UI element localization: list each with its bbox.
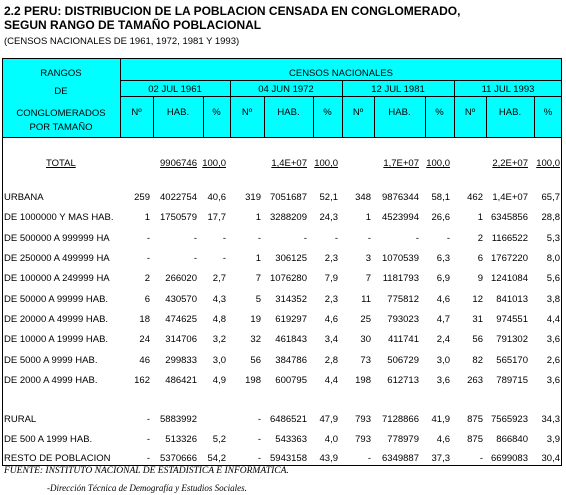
cell-value: 162 (134, 375, 150, 386)
cell-value: 65,7 (541, 192, 560, 203)
table-row (0, 271, 566, 287)
header-n: Nº (352, 107, 364, 118)
cell-value: - (479, 453, 483, 464)
table-header (2, 58, 562, 138)
cell-value: 58,1 (431, 192, 450, 203)
cell-value: - (146, 414, 150, 425)
cell-value: 100,0 (536, 158, 560, 169)
cell-value: 4,6 (324, 314, 338, 325)
cell-value: 37,3 (431, 453, 450, 464)
cell-value: 9906746 (160, 158, 197, 169)
cell-value: 3,0 (212, 355, 226, 366)
cell-value: 2 (144, 273, 150, 284)
cell-value: 2,3 (324, 294, 338, 305)
cell-value: 52,1 (319, 192, 338, 203)
cell-value: 259 (134, 192, 150, 203)
cell-value: 411741 (388, 334, 419, 345)
cell-value: 1 (365, 212, 371, 223)
cell-value: - (193, 233, 197, 244)
cell-value: - (367, 453, 371, 464)
cell-value: 974551 (496, 314, 528, 325)
cell-value: 348 (355, 192, 371, 203)
cell-value: 2,2E+07 (492, 158, 528, 169)
row-label: DE 500000 A 999999 HA (4, 233, 110, 244)
row-label: RESTO DE POBLACION (4, 453, 111, 464)
cell-value: 56 (472, 334, 483, 345)
cell-value: - (146, 253, 150, 264)
cell-value: - (303, 233, 307, 244)
cell-value: 612713 (387, 375, 419, 386)
cell-value: 4,9 (212, 375, 226, 386)
cell-value: 600795 (275, 375, 307, 386)
cell-value: 24,3 (319, 212, 338, 223)
cell-value: 6 (144, 294, 150, 305)
cell-value: 30 (360, 334, 371, 345)
cell-value: 82 (472, 355, 483, 366)
cell-value: 7128866 (382, 414, 419, 425)
cell-value: - (446, 233, 450, 244)
header-pct: % (435, 107, 444, 118)
header-n: Nº (241, 107, 253, 118)
cell-value: 461843 (275, 334, 307, 345)
header-date-1961: 02 JUL 1961 (148, 84, 202, 95)
cell-value: 7051687 (270, 192, 307, 203)
cell-value: 5370666 (160, 453, 197, 464)
header-hab: HAB. (388, 107, 411, 118)
cell-value: 1767220 (491, 253, 528, 264)
header-rangos: RANGOS (40, 68, 82, 79)
cell-value: 46 (139, 355, 150, 366)
cell-value: 1750579 (160, 212, 197, 223)
cell-value: - (222, 233, 226, 244)
cell-value: 1,7E+07 (383, 158, 419, 169)
header-date-1981: 12 JUL 1981 (371, 84, 425, 95)
cell-value: - (146, 453, 150, 464)
cell-value: 1 (477, 212, 483, 223)
cell-value: 4,0 (324, 434, 338, 445)
cell-value: 6,9 (436, 273, 450, 284)
row-label: DE 2000 A 4999 HAB. (4, 375, 98, 386)
cell-value: 30,4 (541, 453, 560, 464)
cell-value: - (334, 233, 338, 244)
cell-value: 4,7 (436, 314, 450, 325)
cell-value: 875 (467, 434, 483, 445)
cell-value: 11 (361, 294, 371, 305)
header-pct: % (543, 107, 553, 118)
header-por-tamano: POR TAMAÑO (29, 122, 93, 133)
row-label: DE 50000 A 99999 HAB. (4, 294, 109, 305)
table-row (0, 231, 566, 247)
cell-value: 314352 (275, 294, 307, 305)
cell-value: 100,0 (314, 158, 338, 169)
cell-value: 3,6 (546, 334, 560, 345)
cell-value: 4022754 (160, 192, 197, 203)
cell-value: 513326 (165, 434, 197, 445)
cell-value: 18 (139, 314, 150, 325)
cell-value: 9 (477, 273, 483, 284)
cell-value: 1 (255, 253, 261, 264)
cell-value: 4,6 (436, 294, 450, 305)
cell-value: 2,8 (324, 355, 338, 366)
cell-value: 5,3 (546, 233, 560, 244)
cell-value: 47,9 (319, 414, 338, 425)
cell-value: 565170 (496, 355, 528, 366)
cell-value: - (146, 233, 150, 244)
cell-value: 3 (365, 253, 371, 264)
cell-value: 4,8 (212, 314, 226, 325)
header-date-1972: 04 JUN 1972 (258, 84, 314, 95)
cell-value: 8,0 (546, 253, 560, 264)
cell-value: 12 (472, 294, 483, 305)
table-row (0, 292, 566, 308)
cell-value: 875 (467, 414, 483, 425)
row-label: DE 10000 A 19999 HAB. (4, 334, 109, 345)
cell-value: 198 (245, 375, 261, 386)
cell-value: 5 (255, 294, 261, 305)
cell-value: 34,3 (541, 414, 560, 425)
cell-value: 3,4 (324, 334, 338, 345)
table-row (0, 190, 566, 206)
header-hab: HAB. (498, 107, 522, 118)
cell-value: 1181793 (382, 273, 419, 284)
row-label: DE 5000 A 9999 HAB. (4, 355, 98, 366)
table-row (0, 251, 566, 267)
cell-value: 791302 (496, 334, 528, 345)
cell-value: 3288209 (270, 212, 307, 223)
cell-value: 41,9 (431, 414, 450, 425)
cell-value: 793 (355, 414, 371, 425)
header-hab: HAB. (166, 107, 190, 118)
cell-value: 1,4E+07 (492, 192, 528, 203)
cell-value: 4523994 (382, 212, 419, 223)
cell-value: 266020 (165, 273, 197, 284)
cell-value: 384786 (275, 355, 307, 366)
cell-value: 5,6 (546, 273, 560, 284)
cell-value: - (146, 434, 150, 445)
cell-value: 3,6 (546, 375, 560, 386)
row-label: DE 20000 A 49999 HAB. (4, 314, 109, 325)
cell-value: 430570 (165, 294, 197, 305)
cell-value: 6349887 (382, 453, 419, 464)
table-row (0, 332, 566, 348)
header-de: DE (54, 86, 68, 97)
cell-value: 31 (472, 314, 483, 325)
cell-value: 793 (355, 434, 371, 445)
cell-value: 19 (250, 314, 261, 325)
cell-value: 56 (250, 355, 261, 366)
cell-value: 1 (255, 212, 261, 223)
row-label: DE 100000 A 249999 HA (4, 273, 110, 284)
cell-value: 6,3 (436, 253, 450, 264)
cell-value: 25 (360, 314, 371, 325)
cell-value: 100,0 (202, 158, 226, 169)
cell-value: 7 (255, 273, 261, 284)
cell-value: 6486521 (270, 414, 307, 425)
row-label: DE 250000 A 499999 HA (4, 253, 110, 264)
cell-value: 866840 (496, 434, 528, 445)
cell-value: 2,4 (436, 334, 450, 345)
cell-value: 54,2 (207, 453, 226, 464)
table-row (0, 412, 566, 428)
cell-value: 5,2 (212, 434, 226, 445)
cell-value: 2,6 (546, 355, 560, 366)
cell-value: 299833 (165, 355, 197, 366)
cell-value: - (257, 414, 261, 425)
cell-value: 4,4 (546, 314, 560, 325)
cell-value: 2 (477, 233, 483, 244)
header-date-1993: 11 JUL 1993 (481, 84, 535, 95)
table-row (0, 210, 566, 226)
cell-value: 306125 (275, 253, 307, 264)
cell-value: 6699083 (491, 453, 528, 464)
cell-value: 619297 (275, 314, 307, 325)
table-row (0, 432, 566, 448)
cell-value: 100,0 (426, 158, 450, 169)
cell-value: 43,9 (319, 453, 338, 464)
footnote-direction: -Dirección Técnica de Demografía y Estudios Sociales. (47, 483, 247, 493)
cell-value: 5943158 (270, 453, 307, 464)
cell-value: 775812 (387, 294, 419, 305)
cell-value: 4,3 (212, 294, 226, 305)
cell-value: 543363 (275, 434, 307, 445)
cell-value: 506729 (387, 355, 419, 366)
cell-value: 3,2 (212, 334, 226, 345)
header-n: Nº (464, 107, 476, 118)
cell-value: - (257, 233, 261, 244)
header-pct: % (212, 107, 221, 118)
row-label: TOTAL (46, 158, 76, 169)
table-row (0, 373, 566, 389)
cell-value: 32 (250, 334, 261, 345)
cell-value: 462 (467, 192, 483, 203)
table-row (0, 312, 566, 328)
cell-value: 3,9 (546, 434, 560, 445)
cell-value: 40,6 (207, 192, 226, 203)
cell-value: 7,9 (324, 273, 338, 284)
cell-value: 6 (477, 253, 483, 264)
cell-value: 3,0 (436, 355, 450, 366)
cell-value: 1166522 (491, 233, 528, 244)
cell-value: 1070539 (382, 253, 419, 264)
cell-value: 486421 (165, 375, 197, 386)
cell-value: 9876344 (382, 192, 419, 203)
cell-value: 778979 (387, 434, 419, 445)
cell-value: - (257, 434, 261, 445)
header-conglomerados: CONGLOMERADOS (16, 108, 106, 119)
cell-value: 1,4E+07 (271, 158, 307, 169)
cell-value: 6345856 (491, 212, 528, 223)
cell-value: 2,7 (212, 273, 226, 284)
cell-value: 73 (360, 355, 371, 366)
cell-value: 7565923 (491, 414, 528, 425)
header-censos-nacionales: CENSOS NACIONALES (289, 68, 393, 79)
cell-value: 789715 (496, 375, 528, 386)
cell-value: 1 (144, 212, 150, 223)
table-title-line1: 2.2 PERU: DISTRIBUCION DE LA POBLACION CENSADA EN CONGLOMERADO, (4, 4, 461, 18)
table-subtitle: (CENSOS NACIONALES DE 1961, 1972, 1981 Y 1993) (4, 36, 240, 47)
cell-value: 1076280 (270, 273, 307, 284)
cell-value: 319 (245, 192, 261, 203)
cell-value: 28,8 (541, 212, 560, 223)
cell-value: 841013 (496, 294, 528, 305)
row-label: DE 1000000 Y MAS HAB. (4, 212, 114, 223)
cell-value: 198 (355, 375, 371, 386)
cell-value: 2,3 (324, 253, 338, 264)
cell-value: 4,6 (436, 434, 450, 445)
cell-value: 7 (365, 273, 371, 284)
row-label: URBANA (4, 192, 44, 203)
cell-value: 4,4 (324, 375, 338, 386)
cell-value: - (222, 253, 226, 264)
cell-value: 17,7 (207, 212, 226, 223)
cell-value: - (367, 233, 371, 244)
header-hab: HAB. (277, 107, 300, 118)
row-label: RURAL (4, 414, 37, 425)
table-title-line2: SEGUN RANGO DE TAMAÑO POBLACIONAL (4, 18, 262, 32)
cell-value: 26,6 (431, 212, 450, 223)
header-pct: % (323, 107, 332, 118)
row-label: DE 500 A 1999 HAB. (4, 434, 93, 445)
cell-value: 3,8 (546, 294, 560, 305)
cell-value: 474625 (165, 314, 197, 325)
cell-value: - (257, 453, 261, 464)
table-row (0, 353, 566, 369)
cell-value: - (193, 253, 197, 264)
cell-value: 24 (139, 334, 150, 345)
cell-value: 5883992 (160, 414, 197, 425)
cell-value: 793023 (387, 314, 419, 325)
cell-value: - (415, 233, 419, 244)
cell-value: 314706 (165, 334, 197, 345)
footnote-source: FUENTE: INSTITUTO NACIONAL DE ESTADISTICA E INFORMATICA. (4, 466, 289, 476)
cell-value: 1241084 (491, 273, 528, 284)
header-n: Nº (131, 107, 142, 118)
cell-value: 3,6 (436, 375, 450, 386)
table-row (0, 156, 566, 172)
cell-value: 263 (467, 375, 483, 386)
